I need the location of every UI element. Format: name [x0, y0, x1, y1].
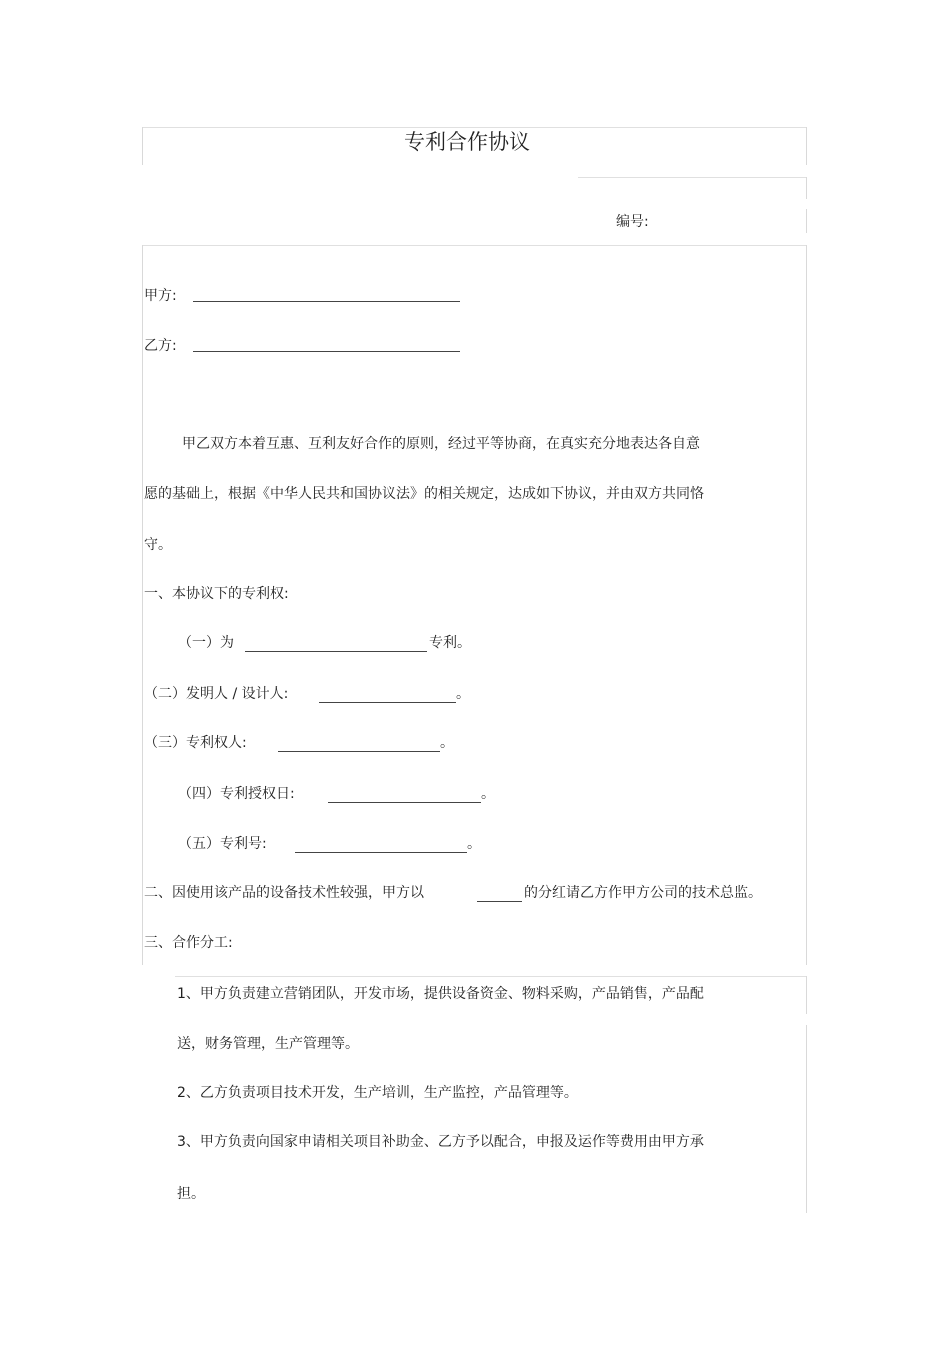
item1-suffix: 专利。: [429, 635, 471, 651]
item2-blank[interactable]: [319, 702, 456, 703]
section3-line-3: 2、乙方负责项目技术开发，生产培训，生产监控，产品管理等。: [177, 1085, 578, 1101]
section3-line-1: 1、甲方负责建立营销团队，开发市场，提供设备资金、物料采购，产品销售，产品配: [177, 986, 704, 1002]
frame-left-line-main: [142, 245, 143, 965]
frame-left-line-top: [142, 127, 143, 165]
frame-right-line-4: [806, 976, 807, 1014]
frame-right-line-main: [806, 245, 807, 965]
party-a-label: 甲方:: [144, 288, 177, 304]
item4-suffix: 。: [481, 786, 495, 802]
section3-line-5: 担。: [177, 1186, 205, 1202]
preamble-line-2: 愿的基础上，根据《中华人民共和国协议法》的相关规定，达成如下协议，并由双方共同恪: [144, 486, 704, 502]
party-a-blank[interactable]: [193, 301, 460, 302]
item1-blank[interactable]: [245, 651, 427, 652]
preamble-line-1: 甲乙双方本着互惠、互利友好合作的原则，经过平等协商，在真实充分地表达各自意: [182, 436, 700, 452]
section2-prefix: 二、因使用该产品的设备技术性较强，甲方以: [144, 885, 424, 901]
frame-line-4: [175, 976, 806, 977]
frame-top-line: [142, 127, 806, 128]
party-b-blank[interactable]: [193, 351, 460, 352]
item3-blank[interactable]: [278, 751, 440, 752]
frame-right-line-2: [806, 177, 807, 199]
item2-suffix: 。: [456, 686, 470, 702]
item5-blank[interactable]: [295, 852, 467, 853]
item2-label: （二）发明人 / 设计人:: [144, 686, 289, 702]
preamble-line-3: 守。: [144, 537, 172, 553]
frame-line-3: [142, 245, 806, 246]
section3-heading: 三、合作分工:: [144, 935, 233, 951]
frame-line-2: [578, 177, 806, 178]
item5-label: （五）专利号:: [178, 836, 267, 852]
item4-blank[interactable]: [328, 802, 481, 803]
frame-right-line-5: [806, 1025, 807, 1213]
section2-suffix: 的分红请乙方作甲方公司的技术总监。: [524, 885, 762, 901]
frame-right-line-top: [806, 127, 807, 165]
number-label: 编号:: [616, 214, 649, 230]
item1-label: （一）为: [178, 635, 234, 651]
section1-heading: 一、本协议下的专利权:: [144, 586, 289, 602]
frame-right-line-3: [806, 209, 807, 233]
item4-label: （四）专利授权日:: [178, 786, 295, 802]
section3-line-2: 送，财务管理，生产管理等。: [177, 1036, 359, 1052]
party-b-label: 乙方:: [144, 338, 177, 354]
item3-label: （三）专利权人:: [144, 735, 247, 751]
item5-suffix: 。: [467, 836, 481, 852]
section3-line-4: 3、甲方负责向国家申请相关项目补助金、乙方予以配合，申报及运作等费用由甲方承: [177, 1134, 704, 1150]
section2-blank[interactable]: [477, 901, 522, 902]
document-title: 专利合作协议: [404, 130, 530, 154]
item3-suffix: 。: [440, 735, 454, 751]
